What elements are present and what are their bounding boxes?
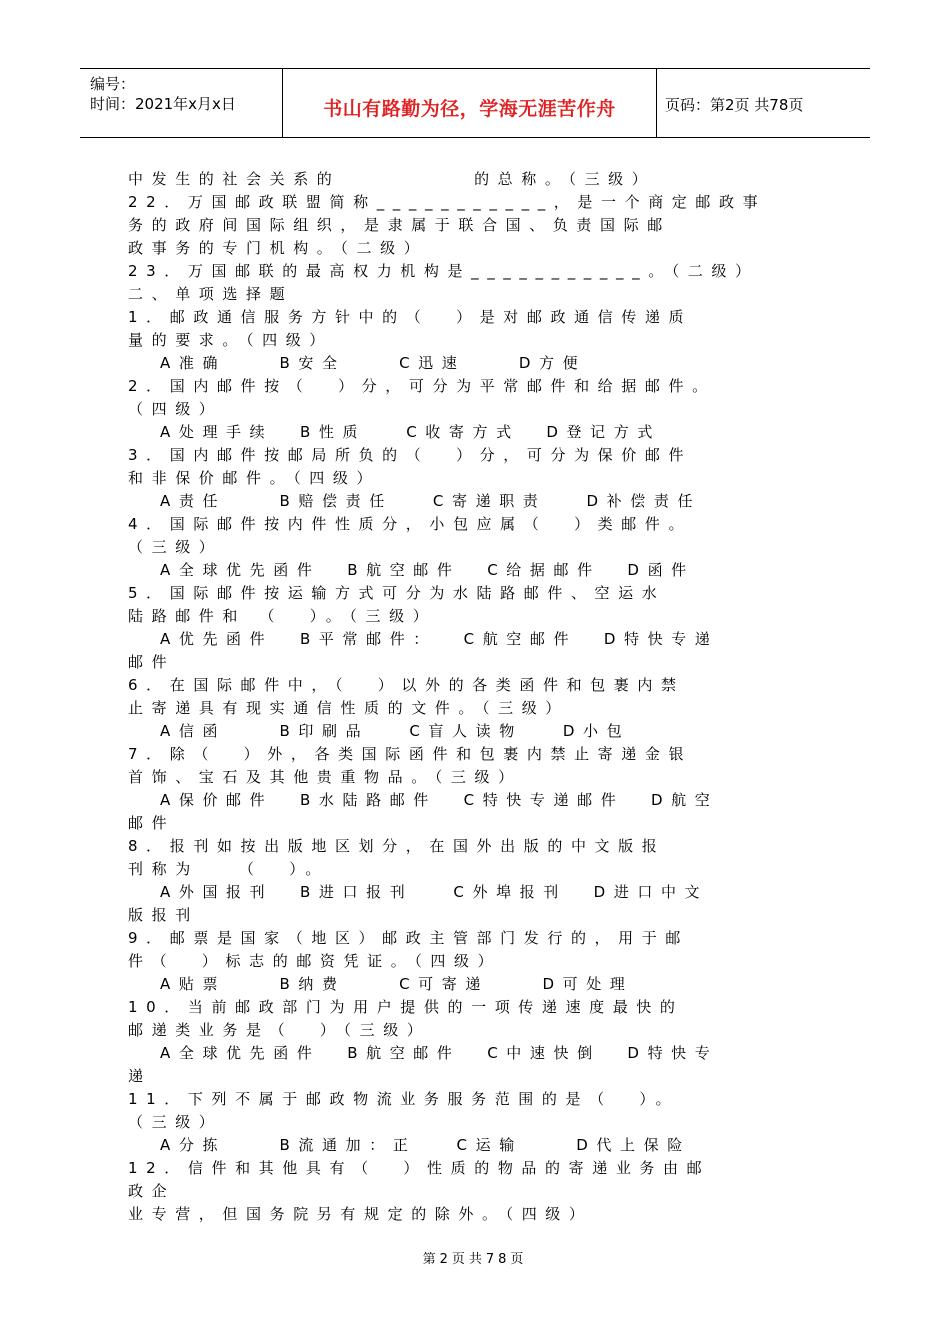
text-line: 5．国际邮件按运输方式可分为水陆路邮件、空运水 (128, 584, 666, 602)
document-body (128, 168, 818, 1226)
text-line: 务的政府间国际组织，是隶属于联合国、负责国际邮 (128, 216, 671, 234)
page-footer: 第2页共78页 (422, 1252, 528, 1267)
text-line: 版报刊 (128, 906, 199, 924)
option-line: A全球优先函件 B航空邮件 C给据邮件 D函件 (160, 561, 695, 579)
text-line: 7．除（ ）外，各类国际函件和包裹内禁止寄递金银 (128, 745, 693, 763)
text-line: 22．万国邮政联盟简称___________，是一个商定邮政事 (128, 193, 767, 211)
header-motto-cell (283, 69, 657, 137)
option-line: A全球优先函件 B航空邮件 C中速快倒 D特快专 (160, 1044, 719, 1062)
text-line: 政企 (128, 1182, 176, 1200)
text-line: 和非保价邮件。（四级） (128, 469, 381, 487)
option-line: A贴票 B纳费 C可寄递 D可处理 (160, 975, 634, 993)
option-line: A责任 B赔偿责任 C寄递职责 D补偿责任 (160, 492, 702, 510)
text-line: （三级） (128, 1113, 223, 1131)
text-line: 政事务的专门机构。（二级） (128, 239, 428, 257)
text-line: 邮递类业务是（ ）（三级） (128, 1021, 431, 1039)
option-line: A分拣 B流通加：正 C运输 D代上保险 (160, 1136, 691, 1154)
text-line: 中发生的社会关系的 的总称。（三级） (128, 170, 656, 188)
page-info: 页码：第2页 共78页 (665, 96, 804, 114)
text-line: 止寄递具有现实通信性质的文件。（三级） (128, 699, 569, 717)
option-line: A信函 B印刷品 C盲人读物 D小包 (160, 722, 631, 740)
text-line: 1．邮政通信服务方针中的（ ）是对邮政通信传递质 (128, 308, 693, 326)
text-line: 3．国内邮件按邮局所负的（ ）分，可分为保价邮件 (128, 446, 693, 464)
text-line: 2．国内邮件按（ ）分，可分为平常邮件和给据邮件。 (128, 377, 716, 395)
page-header (80, 68, 870, 138)
text-line: 二、单项选择题 (128, 285, 294, 303)
text-line: 刊称为 （ ）。 (128, 860, 329, 878)
option-line: A外国报刊 B进口报刊 C外埠报刊 D进口中文 (160, 883, 709, 901)
code-label: 编号： (90, 75, 136, 93)
text-line: 11．下列不属于邮政物流业务服务范围的是（ ）。 (128, 1090, 680, 1108)
text-line: 量的要求。（四级） (128, 331, 333, 349)
text-line: 10．当前邮政部门为用户提供的一项传递速度最快的 (128, 998, 684, 1016)
text-line: 邮件 (128, 653, 176, 671)
text-line: 23．万国邮联的最高权力机构是___________。（二级） (128, 262, 759, 280)
text-line: （三级） (128, 538, 223, 556)
text-line: 9．邮票是国家（地区）邮政主管部门发行的，用于邮 (128, 929, 689, 947)
option-line: A准确 B安全 C迅速 D方便 (160, 354, 587, 372)
motto-text: 书山有路勤为径，学海无涯苦作舟 (323, 98, 616, 120)
text-line: 陆路邮件和 （ ）。（三级） (128, 607, 437, 625)
text-line: 邮件 (128, 814, 176, 832)
text-line: 业专营，但国务院另有规定的除外。（四级） (128, 1205, 593, 1223)
text-line: （四级） (128, 400, 223, 418)
time-label: 时间：2021年x月x日 (90, 95, 236, 113)
text-line: 件（ ）标志的邮资凭证。（四级） (128, 952, 502, 970)
text-line: 8．报刊如按出版地区划分，在国外出版的中文版报 (128, 837, 666, 855)
text-line: 4．国际邮件按内件性质分，小包应属（ ）类邮件。 (128, 515, 693, 533)
text-line: 12．信件和其他具有（ ）性质的物品的寄递业务由邮 (128, 1159, 711, 1177)
text-line: 首饰、宝石及其他贵重物品。（三级） (128, 768, 522, 786)
header-meta-cell (80, 69, 283, 137)
header-page-cell (657, 69, 870, 137)
option-line: A优先函件 B平常邮件： C航空邮件 D特快专递 (160, 630, 719, 648)
option-line: A处理手续 B性质 C收寄方式 D登记方式 (160, 423, 661, 441)
option-line: A保价邮件 B水陆路邮件 C特快专递邮件 D航空 (160, 791, 719, 809)
text-line: 6．在国际邮件中，（ ）以外的各类函件和包裹内禁 (128, 676, 685, 694)
text-line: 递 (128, 1067, 152, 1085)
